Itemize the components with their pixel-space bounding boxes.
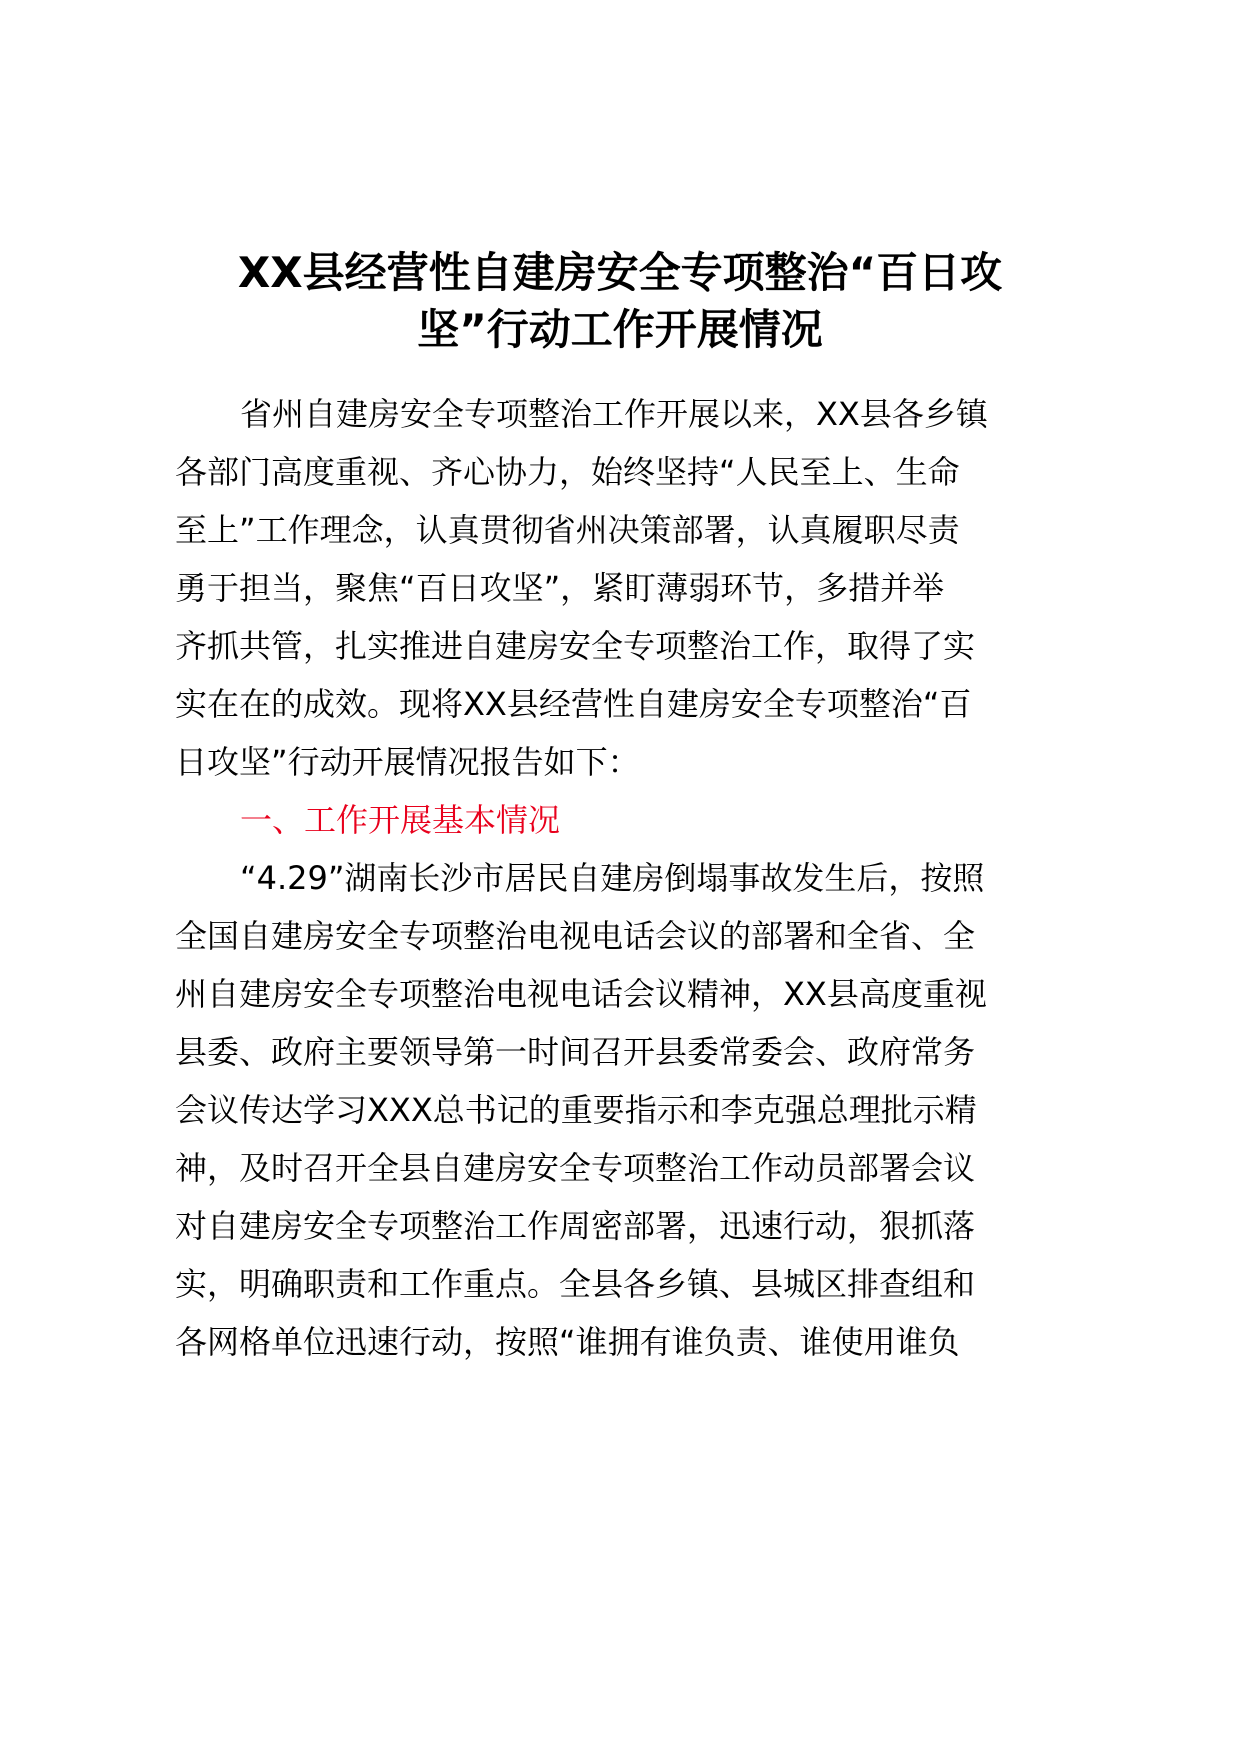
paragraph-1-line-7: 日攻坚”行动开展情况报告如下： <box>175 743 640 781</box>
paragraph-1-line-5: 齐抓共管，扎实推进自建房安全专项整治工作，取得了实 <box>175 627 976 665</box>
paragraph-1-line-4: 勇于担当，聚焦“百日攻坚”，紧盯薄弱环节，多措并举 <box>175 569 945 607</box>
paragraph-2-line-9: 各网格单位迅速行动，按照“谁拥有谁负责、谁使用谁负 <box>175 1323 960 1361</box>
document-title-line-1: XX县经营性自建房安全专项整治“百日攻 <box>237 248 1003 297</box>
paragraph-2-line-4: 县委、政府主要领导第一时间召开县委常委会、政府常务 <box>175 1033 976 1071</box>
paragraph-1-line-3: 至上”工作理念，认真贯彻省州决策部署，认真履职尽责 <box>175 511 960 549</box>
paragraph-2-line-5: 会议传达学习XXX总书记的重要指示和李克强总理批示精 <box>175 1091 977 1129</box>
paragraph-2-line-1: “4.29”湖南长沙市居民自建房倒塌事故发生后，按照 <box>240 859 985 897</box>
paragraph-1-line-1: 省州自建房安全专项整治工作开展以来，XX县各乡镇 <box>240 395 988 433</box>
paragraph-2-line-3: 州自建房安全专项整治电视电话会议精神，XX县高度重视 <box>175 975 987 1013</box>
document-title-line-2: 坚”行动工作开展情况 <box>417 305 823 354</box>
paragraph-2-line-2: 全国自建房安全专项整治电视电话会议的部署和全省、全 <box>175 917 976 955</box>
section-heading-1: 一、工作开展基本情况 <box>240 801 561 839</box>
paragraph-2-line-8: 实，明确职责和工作重点。全县各乡镇、县城区排查组和 <box>175 1265 976 1303</box>
paragraph-2-line-7: 对自建房安全专项整治工作周密部署，迅速行动，狠抓落 <box>175 1207 976 1245</box>
paragraph-1-line-6: 实在在的成效。现将XX县经营性自建房安全专项整治“百 <box>175 685 972 723</box>
paragraph-2-line-6: 神，及时召开全县自建房安全专项整治工作动员部署会议 <box>175 1149 976 1187</box>
paragraph-1-line-2: 各部门高度重视、齐心协力，始终坚持“人民至上、生命 <box>175 453 960 491</box>
